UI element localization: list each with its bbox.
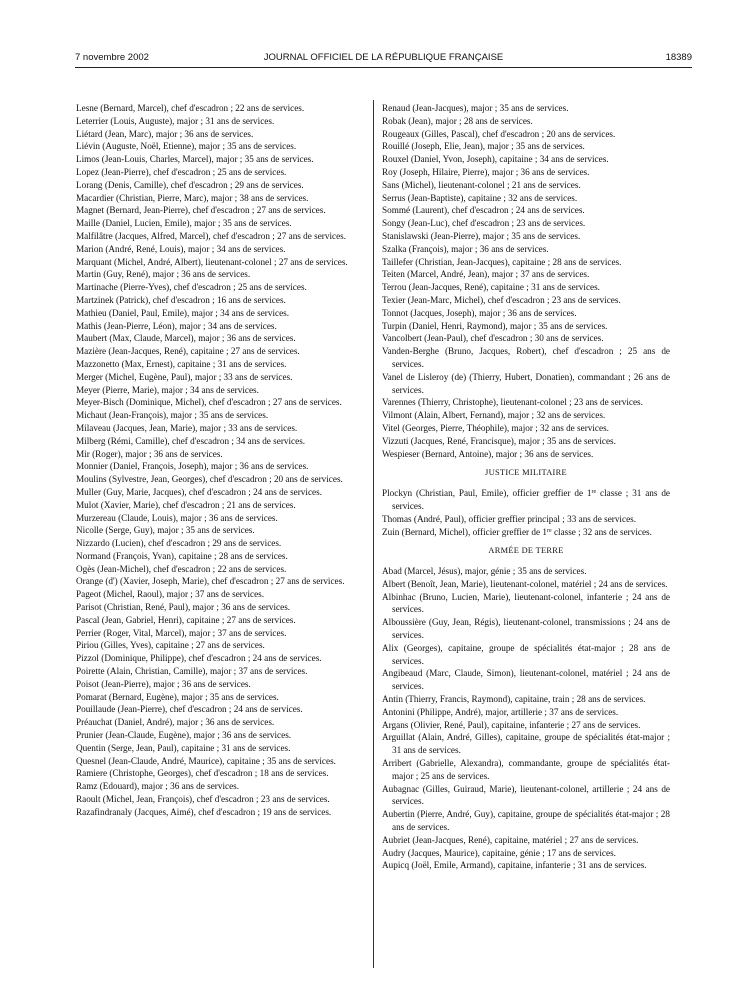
- list-item: Leterrier (Louis, Auguste), major ; 31 ans de services.: [76, 115, 275, 126]
- list-item: Sans (Michel), lieutenant-colonel ; 21 ans de services.: [382, 179, 581, 190]
- list-item: Meyer-Bisch (Dominique, Michel), chef d'escadron ; 27 ans de services.: [76, 397, 342, 408]
- list-item: Aubagnac (Gilles, Guiraud, Marie), lieutenant-colonel, artillerie ; 24 ans de services.: [382, 783, 670, 807]
- list-item: Varennes (Thierry, Christophe), lieutenant-colonel ; 23 ans de services.: [382, 397, 643, 408]
- list-item: Lorang (Denis, Camille), chef d'escadron ; 29 ans de services.: [76, 179, 304, 190]
- list-item: Alix (Georges), capitaine, groupe de spécialités état-major ; 28 ans de services.: [382, 642, 670, 666]
- list-item: Taillefer (Christian, Jean-Jacques), capitaine ; 28 ans de services.: [382, 256, 622, 267]
- list-item: Prunier (Jean-Claude, Eugène), major ; 36 ans de services.: [76, 730, 292, 741]
- list-item: Teiten (Marcel, André, Jean), major ; 37 ans de services.: [382, 269, 590, 280]
- ordinal-superscript: re: [591, 489, 597, 496]
- list-item: Quentin (Serge, Jean, Paul), capitaine ; 31 ans de services.: [76, 742, 291, 753]
- section-title-armee-de-terre: ARMÉE DE TERRE: [488, 546, 564, 556]
- list-item: Pomarat (Bernard, Eugène), major ; 35 ans de services.: [76, 691, 279, 702]
- entry-text: classe ; 32 ans de services.: [551, 526, 652, 537]
- list-item: Mulot (Xavier, Marie), chef d'escadron ; 21 ans de services.: [76, 499, 296, 510]
- right-column: [382, 102, 670, 872]
- list-item: Alboussière (Guy, Jean, Régis), lieutenant-colonel, transmissions ; 24 ans de services.: [382, 617, 670, 641]
- list-item: Vizzuti (Jacques, René, Francisque), major ; 35 ans de services.: [382, 435, 616, 446]
- list-item: Marquant (Michel, André, Albert), lieutenant-colonel ; 27 ans de services.: [76, 256, 348, 267]
- list-item: Monnier (Daniel, François, Joseph), major ; 36 ans de services.: [76, 461, 309, 472]
- list-item: Robak (Jean), major ; 28 ans de services.: [382, 115, 533, 126]
- list-item: Martzinek (Patrick), chef d'escadron ; 16 ans de services.: [76, 294, 286, 305]
- list-item: Razafindranaly (Jacques, Aimé), chef d'escadron ; 19 ans de services.: [76, 806, 332, 817]
- list-item: Mazzonetto (Max, Ernest), capitaine ; 31 ans de services.: [76, 358, 287, 369]
- list-item: Magnet (Bernard, Jean-Pierre), chef d'escadron ; 27 ans de services.: [76, 205, 326, 216]
- list-item: Poirette (Alain, Christian, Camille), major ; 37 ans de services.: [76, 666, 308, 677]
- column-divider: [373, 100, 374, 968]
- list-item: Préauchat (Daniel, André), major ; 36 ans de services.: [76, 717, 275, 728]
- list-item: Macardier (Christian, Pierre, Marc), major ; 38 ans de services.: [76, 192, 309, 203]
- list-item: Aupicq (Joël, Emile, Armand), capitaine, infanterie ; 31 ans de services.: [382, 860, 647, 871]
- list-item: Poisot (Jean-Pierre), major ; 36 ans de services.: [76, 678, 251, 689]
- list-item: Maubert (Max, Claude, Marcel), major ; 36 ans de services.: [76, 333, 296, 344]
- list-item: Moulins (Sylvestre, Jean, Georges), chef d'escadron ; 20 ans de services.: [76, 474, 343, 485]
- list-item: [382, 526, 670, 539]
- list-item: Maille (Daniel, Lucien, Emile), major ; 35 ans de services.: [76, 218, 292, 229]
- section-title-justice-militaire: JUSTICE MILITAIRE: [485, 468, 567, 478]
- list-item: Arguillat (Alain, André, Gilles), capitaine, groupe de spécialités état-major ; 31 ans de services.: [382, 732, 670, 756]
- list-item: Wespieser (Bernard, Antoine), major ; 36 ans de services.: [382, 448, 594, 459]
- list-item: Nicolle (Serge, Guy), major ; 35 ans de services.: [76, 525, 255, 536]
- list-item: Muller (Guy, Marie, Jacques), chef d'escadron ; 24 ans de services.: [76, 486, 322, 497]
- list-item: Murzereau (Claude, Louis), major ; 36 ans de services.: [76, 512, 278, 523]
- list-item: Marion (André, René, Louis), major ; 34 ans de services.: [76, 243, 286, 254]
- list-item: Martinache (Pierre-Yves), chef d'escadron ; 25 ans de services.: [76, 282, 307, 293]
- armee-de-terre-entries: [382, 565, 670, 872]
- list-item: Rouxel (Daniel, Yvon, Joseph), capitaine ; 34 ans de services.: [382, 154, 609, 165]
- list-item: Malfilâtre (Jacques, Alfred, Marcel), chef d'escadron ; 27 ans de services.: [76, 230, 347, 241]
- list-item: Limos (Jean-Louis, Charles, Marcel), major ; 35 ans de services.: [76, 154, 314, 165]
- list-item: Stanislawski (Jean-Pierre), major ; 35 ans de services.: [382, 230, 581, 241]
- list-item: Vanel de Lisleroy (de) (Thierry, Hubert, Donatien), commandant ; 26 ans de services.: [382, 371, 670, 395]
- page-header: [75, 52, 692, 68]
- justice-militaire-entries: [382, 487, 670, 538]
- list-item: Mathieu (Daniel, Paul, Emile), major ; 34 ans de services.: [76, 307, 290, 318]
- list-item: Michaut (Jean-François), major ; 35 ans de services.: [76, 410, 269, 421]
- list-item: Roy (Joseph, Hilaire, Pierre), major ; 36 ans de services.: [382, 166, 590, 177]
- list-item: Pageot (Michel, Raoul), major ; 37 ans de services.: [76, 589, 265, 600]
- list-item: Sommé (Laurent), chef d'escadron ; 24 ans de services.: [382, 205, 585, 216]
- list-item: Rouillé (Joseph, Elie, Jean), major ; 35 ans de services.: [382, 141, 585, 152]
- list-item: Antonini (Philippe, André), major, artillerie ; 37 ans de services.: [382, 706, 619, 717]
- list-item: Ramz (Edouard), major ; 36 ans de services.: [76, 781, 240, 792]
- list-item: Milaveau (Jacques, Jean, Marie), major ; 33 ans de services.: [76, 422, 298, 433]
- list-item: Milberg (Rémi, Camille), chef d'escadron ; 34 ans de services.: [76, 435, 306, 446]
- list-item: Vancolbert (Jean-Paul), chef d'escadron ; 30 ans de services.: [382, 333, 604, 344]
- ordinal-superscript: re: [546, 527, 552, 534]
- list-item: Liétard (Jean, Marc), major ; 36 ans de services.: [76, 128, 254, 139]
- list-item: Vanden-Berghe (Bruno, Jacques, Robert), chef d'escadron ; 25 ans de services.: [382, 346, 670, 369]
- header-rule: [75, 67, 692, 68]
- list-item: Vitel (Georges, Pierre, Théophile), major ; 32 ans de services.: [382, 422, 609, 433]
- list-item: Ogès (Jean-Michel), chef d'escadron ; 22 ans de services.: [76, 563, 287, 574]
- list-item: Texier (Jean-Marc, Michel), chef d'escadron ; 23 ans de services.: [382, 294, 621, 305]
- header-page-number: 18389: [665, 52, 692, 63]
- list-item: Liévin (Auguste, Noël, Etienne), major ; 35 ans de services.: [76, 141, 297, 152]
- list-item: [382, 513, 670, 526]
- list-item: Audry (Jacques, Maurice), capitaine, génie ; 17 ans de services.: [382, 847, 616, 858]
- list-item: Normand (François, Yvan), capitaine ; 28 ans de services.: [76, 550, 288, 561]
- list-item: Lopez (Jean-Pierre), chef d'escadron ; 25 ans de services.: [76, 166, 287, 177]
- right-column-entries: [382, 102, 670, 460]
- list-item: Renaud (Jean-Jacques), major ; 35 ans de services.: [382, 103, 569, 113]
- header-title: JOURNAL OFFICIEL DE LA RÉPUBLIQUE FRANÇAISE: [263, 52, 504, 63]
- entry-text: Zuin (Bernard, Michel), officier greffier de 1: [382, 526, 547, 537]
- list-item: Arribert (Gabrielle, Alexandra), commandante, groupe de spécialités état-major ; 25 ans de services.: [382, 758, 670, 781]
- list-item: Lesne (Bernard, Marcel), chef d'escadron ; 22 ans de services.: [76, 103, 305, 113]
- list-item: Terrou (Jean-Jacques, René), capitaine ; 31 ans de services.: [382, 282, 600, 293]
- list-item: Meyer (Pierre, Marie), major ; 34 ans de services.: [76, 384, 259, 395]
- list-item: Merger (Michel, Eugène, Paul), major ; 33 ans de services.: [76, 371, 293, 382]
- list-item: Perrier (Roger, Vital, Marcel), major ; 37 ans de services.: [76, 627, 287, 638]
- list-item: Orange (d') (Xavier, Joseph, Marie), chef d'escadron ; 27 ans de services.: [76, 576, 345, 587]
- list-item: [382, 487, 670, 513]
- list-item: Aubriet (Jean-Jacques, René), capitaine, matériel ; 27 ans de services.: [382, 834, 639, 845]
- list-item: Szalka (François), major ; 36 ans de services.: [382, 243, 549, 254]
- entry-text: classe ; 31 ans de services.: [392, 488, 670, 511]
- list-item: Mazière (Jean-Jacques, René), capitaine ; 27 ans de services.: [76, 346, 300, 357]
- entry-text: Thomas (André, Paul), officier greffier principal ; 33 ans de services.: [382, 513, 637, 524]
- list-item: Mathis (Jean-Pierre, Léon), major ; 34 ans de services.: [76, 320, 277, 331]
- list-item: Angibeaud (Marc, Claude, Simon), lieutenant-colonel, matériel ; 24 ans de services.: [382, 668, 670, 692]
- list-item: Vilmont (Alain, Albert, Fernand), major ; 32 ans de services.: [382, 410, 606, 421]
- list-item: Aubertin (Pierre, André, Guy), capitaine, groupe de spécialités état-major ; 28 ans de services.: [382, 809, 670, 833]
- list-item: Raoult (Michel, Jean, François), chef d'escadron ; 23 ans de services.: [76, 794, 330, 805]
- left-column: [76, 102, 364, 819]
- list-item: Pascal (Jean, Gabriel, Henri), capitaine ; 27 ans de services.: [76, 614, 296, 625]
- list-item: Pizzol (Dominique, Philippe), chef d'escadron ; 24 ans de services.: [76, 653, 322, 664]
- list-item: Rougeaux (Gilles, Pascal), chef d'escadron ; 20 ans de services.: [382, 128, 616, 139]
- list-item: Albinhac (Bruno, Lucien, Marie), lieutenant-colonel, infanterie ; 24 ans de services.: [382, 591, 670, 615]
- list-item: Albert (Benoît, Jean, Marie), lieutenant-colonel, matériel ; 24 ans de services.: [382, 578, 668, 589]
- list-item: Ramiere (Christophe, Georges), chef d'escadron ; 18 ans de services.: [76, 768, 329, 779]
- list-item: Piriou (Gilles, Yves), capitaine ; 27 ans de services.: [76, 640, 265, 651]
- list-item: Abad (Marcel, Jésus), major, génie ; 35 ans de services.: [382, 566, 587, 577]
- header-date: 7 novembre 2002: [75, 52, 149, 63]
- list-item: Quesnel (Jean-Claude, André, Maurice), capitaine ; 35 ans de services.: [76, 755, 336, 766]
- list-item: Tonnot (Jacques, Joseph), major ; 36 ans de services.: [382, 307, 577, 318]
- list-item: Martin (Guy, René), major ; 36 ans de services.: [76, 269, 251, 280]
- list-item: Songy (Jean-Luc), chef d'escadron ; 23 ans de services.: [382, 218, 586, 229]
- list-item: Pouillaude (Jean-Pierre), chef d'escadron ; 24 ans de services.: [76, 704, 303, 715]
- entry-text: Plockyn (Christian, Paul, Emile), officier greffier de 1: [382, 488, 592, 499]
- list-item: Turpin (Daniel, Henri, Raymond), major ; 35 ans de services.: [382, 320, 608, 331]
- list-item: Antin (Thierry, Francis, Raymond), capitaine, train ; 28 ans de services.: [382, 694, 646, 705]
- list-item: Mir (Roger), major ; 36 ans de services.: [76, 448, 223, 459]
- list-item: Serrus (Jean-Baptiste), capitaine ; 32 ans de services.: [382, 192, 578, 203]
- list-item: Nizzardo (Lucien), chef d'escadron ; 29 ans de services.: [76, 538, 282, 549]
- list-item: Parisot (Christian, René, Paul), major ; 36 ans de services.: [76, 602, 291, 613]
- list-item: Argans (Olivier, René, Paul), capitaine, infanterie ; 27 ans de services.: [382, 719, 641, 730]
